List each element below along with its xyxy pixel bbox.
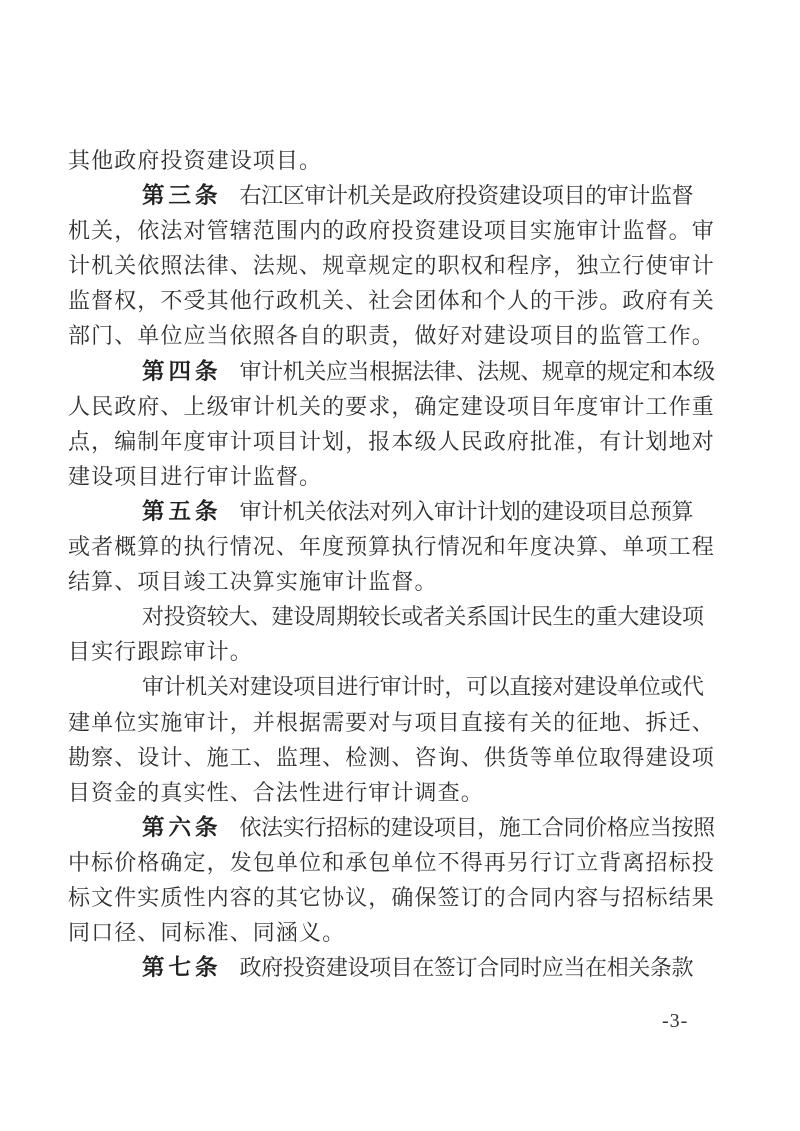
line-text: 其他政府投资建设项目。	[68, 148, 323, 173]
line-text: 审计机关依法对列入审计计划的建设项目总预算	[239, 498, 694, 524]
page-number: -3-	[662, 1010, 689, 1032]
text-line	[68, 845, 774, 880]
text-line	[68, 529, 774, 564]
line-text: 建单位实施审计，并根据需要对与项目直接有关的征地、拆迁、	[68, 709, 715, 735]
line-text: 机关，依法对管辖范围内的政府投资建设项目实施审计监督。审	[68, 218, 715, 244]
text-line	[68, 354, 774, 389]
line-text: 建设项目进行审计监督。	[68, 463, 323, 489]
line-text: 政府投资建设项目在签订合同时应当在相关条款	[239, 955, 694, 981]
text-line	[68, 143, 774, 178]
text-line	[68, 915, 774, 950]
article-number: 第七条	[142, 955, 222, 981]
text-line	[68, 564, 774, 599]
line-text: 同口径、同标准、同涵义。	[68, 920, 346, 946]
line-text: 目实行跟踪审计。	[68, 639, 253, 665]
text-line	[68, 599, 774, 634]
text-line	[68, 178, 774, 213]
text-line	[68, 810, 774, 845]
article-number: 第六条	[142, 814, 222, 840]
text-line	[68, 494, 774, 529]
document-body	[68, 143, 774, 985]
text-line	[68, 950, 774, 985]
line-text: 人民政府、上级审计机关的要求，确定建设项目年度审计工作重	[68, 393, 715, 419]
text-line	[68, 213, 774, 248]
article-number: 第三条	[142, 183, 222, 209]
text-line	[68, 669, 774, 704]
line-text: 对投资较大、建设周期较长或者关系国计民生的重大建设项	[142, 604, 704, 630]
article-number: 第五条	[142, 498, 222, 524]
text-line	[68, 740, 774, 775]
text-line	[68, 283, 774, 318]
line-text: 审计机关应当根据法律、法规、规章的规定和本级	[239, 358, 715, 384]
text-line	[68, 880, 774, 915]
line-text: 监督权，不受其他行政机关、社会团体和个人的干涉。政府有关	[68, 288, 715, 314]
text-line	[68, 705, 774, 740]
text-line	[68, 248, 774, 283]
text-line	[68, 318, 774, 353]
text-line	[68, 424, 774, 459]
line-text: 目资金的真实性、合法性进行审计调查。	[68, 779, 484, 805]
line-text: 依法实行招标的建设项目，施工合同价格应当按照	[239, 814, 715, 840]
line-text: 审计机关对建设项目进行审计时，可以直接对建设单位或代	[142, 674, 704, 700]
text-line	[68, 459, 774, 494]
text-line	[68, 775, 774, 810]
line-text: 勘察、设计、施工、监理、检测、咨询、供货等单位取得建设项	[68, 744, 715, 770]
line-text: 中标价格确定，发包单位和承包单位不得再另行订立背离招标投	[68, 849, 715, 875]
text-line	[68, 389, 774, 424]
text-line	[68, 634, 774, 669]
line-text: 或者概算的执行情况、年度预算执行情况和年度决算、单项工程	[68, 534, 715, 560]
line-text: 结算、项目竣工决算实施审计监督。	[68, 569, 438, 595]
line-text: 标文件实质性内容的其它协议，确保签订的合同内容与招标结果	[68, 884, 715, 910]
article-number: 第四条	[142, 358, 222, 384]
line-text: 右江区审计机关是政府投资建设项目的审计监督	[239, 183, 694, 209]
line-text: 点，编制年度审计项目计划，报本级人民政府批准，有计划地对	[68, 428, 715, 454]
line-text: 部门、单位应当依照各自的职责，做好对建设项目的监管工作。	[68, 323, 715, 349]
line-text: 计机关依照法律、法规、规章规定的职权和程序，独立行使审计	[68, 253, 715, 279]
